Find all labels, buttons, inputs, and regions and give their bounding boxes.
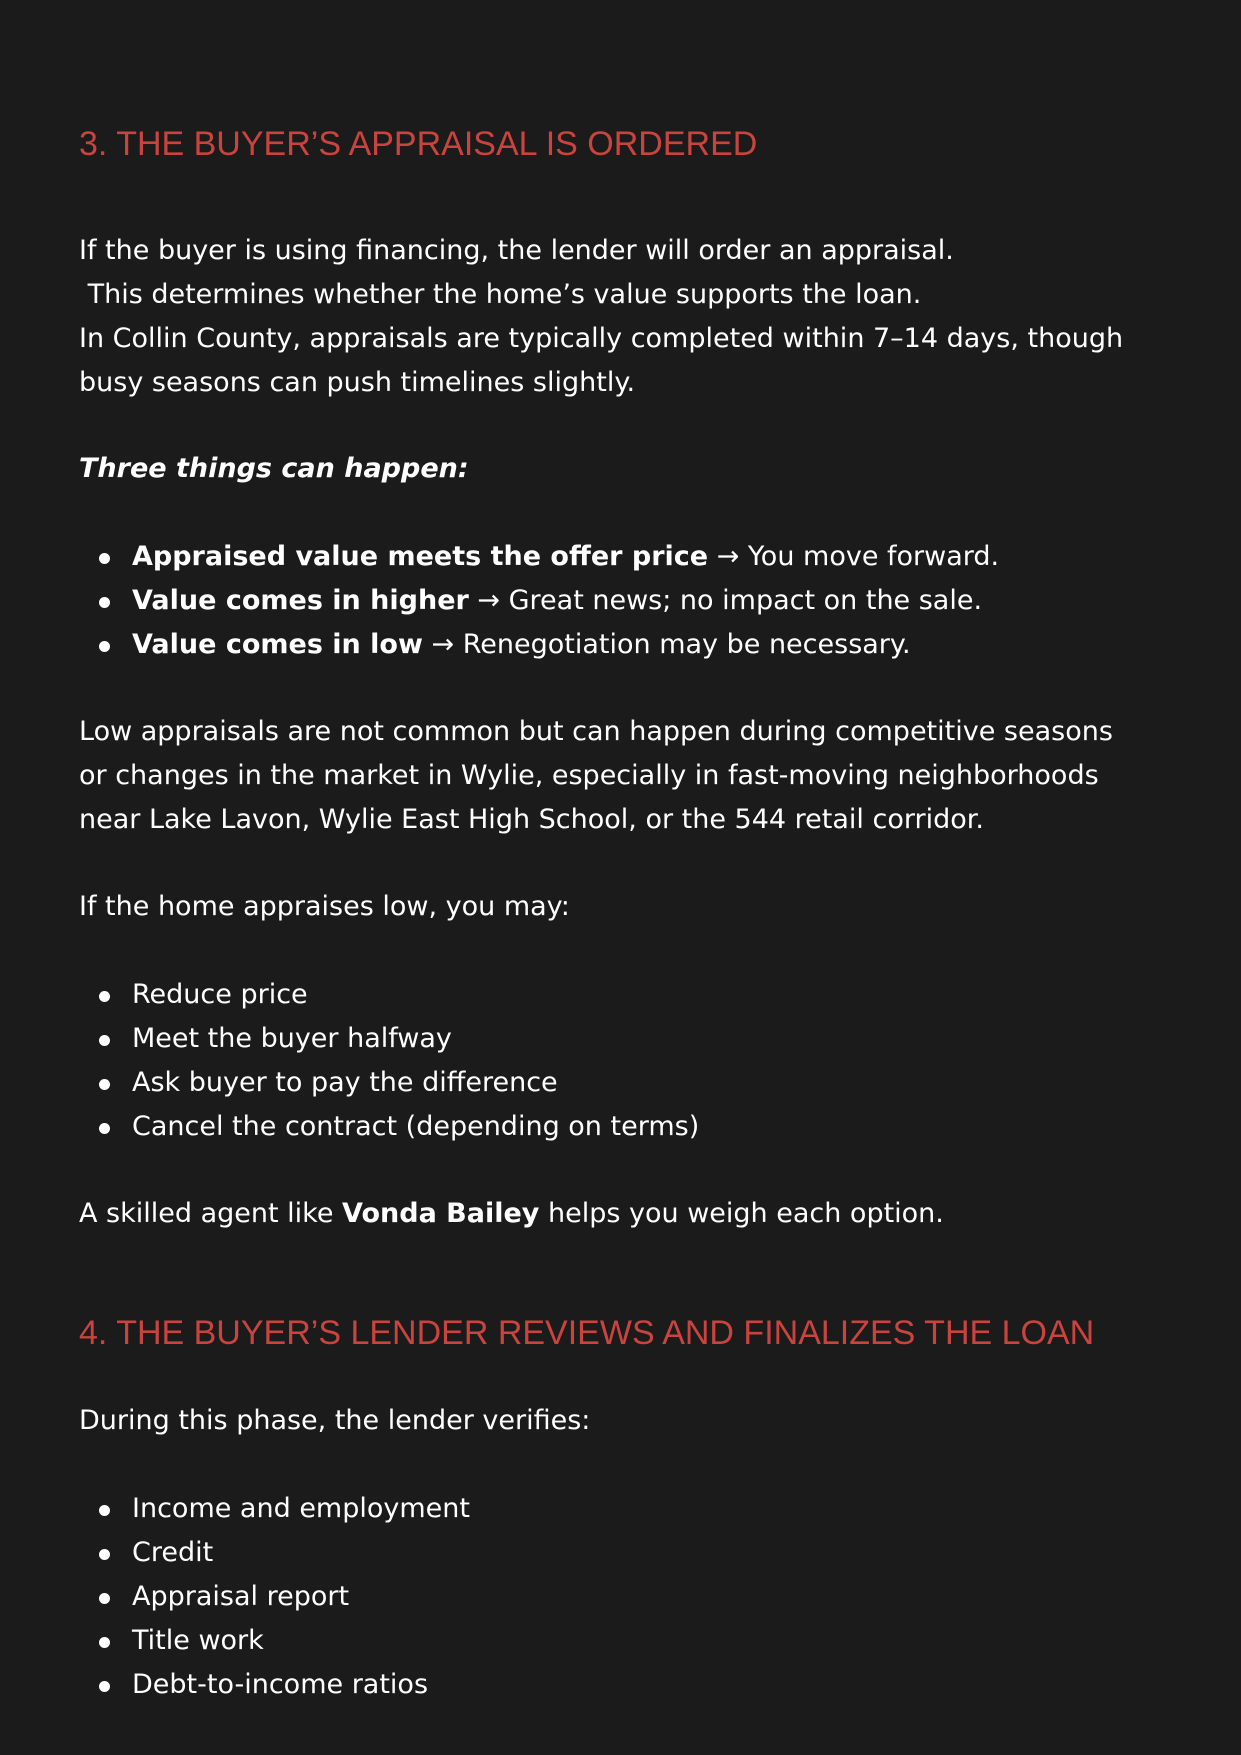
low-appraisal-options-list <box>79 973 699 1149</box>
section-4-intro: During this phase, the lender verifies: <box>79 1405 591 1436</box>
section-3-intro <box>79 229 1189 405</box>
intro-line: If the buyer is using financing, the lender will order an appraisal. <box>79 235 954 266</box>
list-item <box>79 535 999 579</box>
list-item: Title work <box>79 1619 470 1663</box>
outcome-result: → Renegotiation may be necessary. <box>422 629 911 660</box>
outcome-label: Value comes in higher <box>132 585 469 616</box>
list-item: Income and employment <box>79 1487 470 1531</box>
agent-text-pre: A skilled agent like <box>79 1198 343 1229</box>
outcome-label: Value comes in low <box>132 629 423 660</box>
section-4-heading: 4. THE BUYER’S LENDER REVIEWS AND FINALIZES THE LOAN <box>79 1314 1095 1352</box>
agent-paragraph <box>79 1192 1189 1236</box>
lender-verifies-list <box>79 1487 470 1707</box>
list-item: Appraisal report <box>79 1575 470 1619</box>
intro-line: In Collin County, appraisals are typically completed within 7–14 days, though <box>79 323 1124 354</box>
three-things-heading: Three things can happen: <box>79 453 469 484</box>
paragraph-line: near Lake Lavon, Wylie East High School, or the 544 retail corridor. <box>79 804 984 835</box>
outcome-label: Appraised value meets the offer price <box>132 541 709 572</box>
list-item: Debt-to-income ratios <box>79 1663 470 1707</box>
list-item <box>79 579 999 623</box>
list-item: Cancel the contract (depending on terms) <box>79 1105 699 1149</box>
intro-line: This determines whether the home’s value supports the loan. <box>79 279 922 310</box>
agent-text-post: helps you weigh each option. <box>539 1198 944 1229</box>
if-low-paragraph: If the home appraises low, you may: <box>79 891 570 922</box>
list-item: Reduce price <box>79 973 699 1017</box>
list-item: Credit <box>79 1531 470 1575</box>
outcome-result: → You move forward. <box>708 541 1000 572</box>
paragraph-line: Low appraisals are not common but can happen during competitive seasons <box>79 716 1113 747</box>
list-item: Ask buyer to pay the difference <box>79 1061 699 1105</box>
appraisal-outcomes-list <box>79 535 999 667</box>
low-appraisal-paragraph <box>79 710 1189 842</box>
outcome-result: → Great news; no impact on the sale. <box>468 585 983 616</box>
section-3-heading: 3. THE BUYER’S APPRAISAL IS ORDERED <box>79 125 758 163</box>
list-item <box>79 623 999 667</box>
paragraph-line: or changes in the market in Wylie, especially in fast-moving neighborhoods <box>79 760 1099 791</box>
intro-line: busy seasons can push timelines slightly. <box>79 367 636 398</box>
list-item: Meet the buyer halfway <box>79 1017 699 1061</box>
agent-name: Vonda Bailey <box>342 1198 540 1229</box>
